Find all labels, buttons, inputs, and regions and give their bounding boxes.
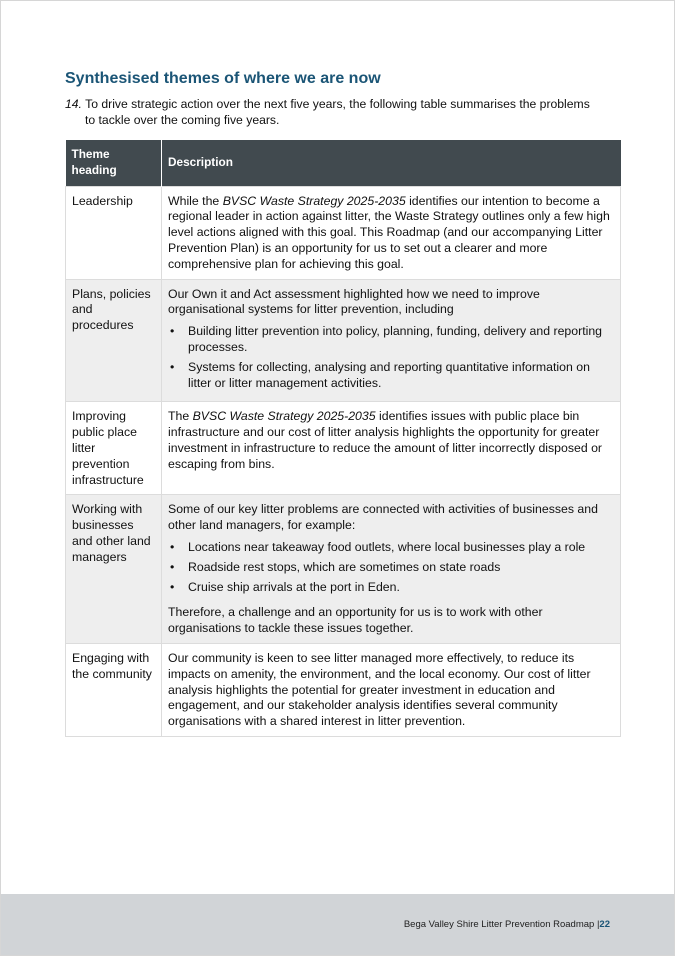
bullet-list — [168, 540, 614, 595]
strategy-title: BVSC Waste Strategy 2025-2035 — [192, 409, 376, 424]
footer-separator: | — [596, 919, 600, 930]
description-cell — [162, 186, 621, 279]
desc-text: identifies issues with public place bin infrastructure and our cost of litter analysis highlights the opportunity for greater investment in infrastructure to reduce the amount of litter incorrectly disposed or escaping from bins. — [168, 409, 603, 471]
desc-text: The — [168, 409, 193, 424]
section-heading: Synthesised themes of where we are now — [65, 70, 381, 87]
bullet-list — [168, 324, 614, 391]
list-item: • Cruise ship arrivals at the port in Eden. — [168, 580, 614, 596]
table-row — [66, 186, 621, 279]
description-cell: Our community is keen to see litter managed more effectively, to reduce its impacts on amenity, the environment, and the local economy. Our cost of litter analysis highlights the potential for greater investment in education and engagement, and our stakeholder analysis identifies several community organisations with a shared interest in litter prevention. — [162, 643, 621, 736]
desc-text: Therefore, a challenge and an opportunity for us is to work with other organisations to tackle these issues together. — [168, 605, 543, 636]
table-row — [66, 643, 621, 736]
description-cell — [162, 279, 621, 402]
paragraph-number: 14. — [65, 97, 82, 111]
table-header-row — [66, 140, 621, 186]
footer-text — [404, 919, 610, 930]
strategy-title: BVSC Waste Strategy 2025-2035 — [222, 193, 406, 208]
table-row — [66, 402, 621, 495]
desc-text: identifies our intention to become a regional leader in action against litter, the Waste Strategy outlines only a few high level actions aligned with this goal. This Roadmap (and our accompanying Litter Prevention Plan) is an opportunity for us to set out a clearer and more comprehensive plan for achieving this goal. — [168, 193, 610, 271]
list-item: • Roadside rest stops, which are sometimes on state roads — [168, 560, 614, 576]
theme-cell: Leadership — [66, 186, 162, 279]
table-row — [66, 279, 621, 402]
list-item: • Building litter prevention into policy, planning, funding, delivery and reporting processes. — [168, 324, 614, 356]
table-row — [66, 495, 621, 644]
list-item: • Locations near takeaway food outlets, where local businesses play a role — [168, 540, 614, 556]
desc-text: Our Own it and Act assessment highlighted how we need to improve organisational systems for litter prevention, including — [168, 286, 540, 317]
intro-text-line2: to tackle over the coming five years. — [85, 113, 280, 127]
theme-cell: Improving public place litter prevention infrastructure — [66, 402, 162, 495]
description-cell — [162, 495, 621, 644]
page-number: 22 — [599, 919, 610, 930]
theme-cell: Plans, policies and procedures — [66, 279, 162, 402]
desc-text: While the — [168, 193, 223, 208]
theme-cell: Engaging with the community — [66, 643, 162, 736]
theme-cell: Working with businesses and other land managers — [66, 495, 162, 644]
intro-paragraph — [65, 96, 625, 128]
header-theme-heading: Theme heading — [66, 140, 162, 186]
header-description: Description — [162, 140, 621, 186]
page-footer — [1, 894, 674, 955]
desc-text: Some of our key litter problems are connected with activities of businesses and other land managers, for example: — [168, 502, 598, 533]
list-item: • Systems for collecting, analysing and reporting quantitative information on litter or litter management activities. — [168, 360, 614, 392]
themes-table — [65, 140, 621, 737]
intro-text-line1: To drive strategic action over the next five years, the following table summarises the problems — [85, 97, 590, 111]
description-cell — [162, 402, 621, 495]
document-title: Bega Valley Shire Litter Prevention Roadmap — [403, 919, 595, 930]
